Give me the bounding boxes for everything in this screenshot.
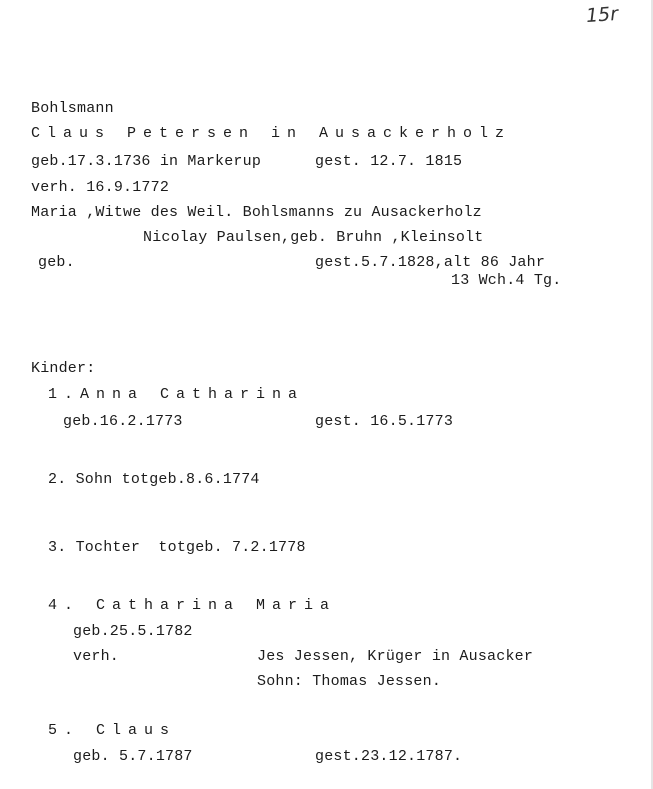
child-2-line: 2. Sohn totgeb.8.6.1774 [48,471,260,488]
death-line: gest. 12.7. 1815 [315,153,463,170]
spouse-age-detail: 13 Wch.4 Tg. [451,272,562,289]
child-4-birth: geb.25.5.1782 [73,623,193,640]
page-number: 15r [585,2,619,28]
child-5-birth: geb. 5.7.1787 [73,748,193,765]
person-name-line: Claus Petersen in Ausackerholz [31,125,512,142]
marriage-line: verh. 16.9.1772 [31,179,170,196]
spouse-birth: geb. [38,254,75,271]
birth-line: geb.17.3.1736 in Markerup [31,153,262,170]
children-heading: Kinder: [31,360,96,377]
child-4-name: 4. Catharina Maria [48,597,337,614]
family-name: Bohlsmann [31,100,114,117]
child-5-name: 5. Claus [48,722,177,739]
child-5-death: gest.23.12.1787. [315,748,463,765]
spouse-line: Maria ,Witwe des Weil. Bohlsmanns zu Ausackerholz [31,204,482,221]
child-4-spouse: Jes Jessen, Krüger in Ausacker [257,648,534,665]
child-4-marriage-label: verh. [73,648,120,665]
child-4-son: Sohn: Thomas Jessen. [257,673,442,690]
child-3-line: 3. Tochter totgeb. 7.2.1778 [48,539,306,556]
spouse-parents: Nicolay Paulsen,geb. Bruhn ,Kleinsolt [143,229,484,246]
child-1-death: gest. 16.5.1773 [315,413,454,430]
child-1-birth: geb.16.2.1773 [63,413,183,430]
child-1-name: 1.Anna Catharina [48,386,305,403]
spouse-death: gest.5.7.1828,alt 86 Jahr [315,254,546,271]
